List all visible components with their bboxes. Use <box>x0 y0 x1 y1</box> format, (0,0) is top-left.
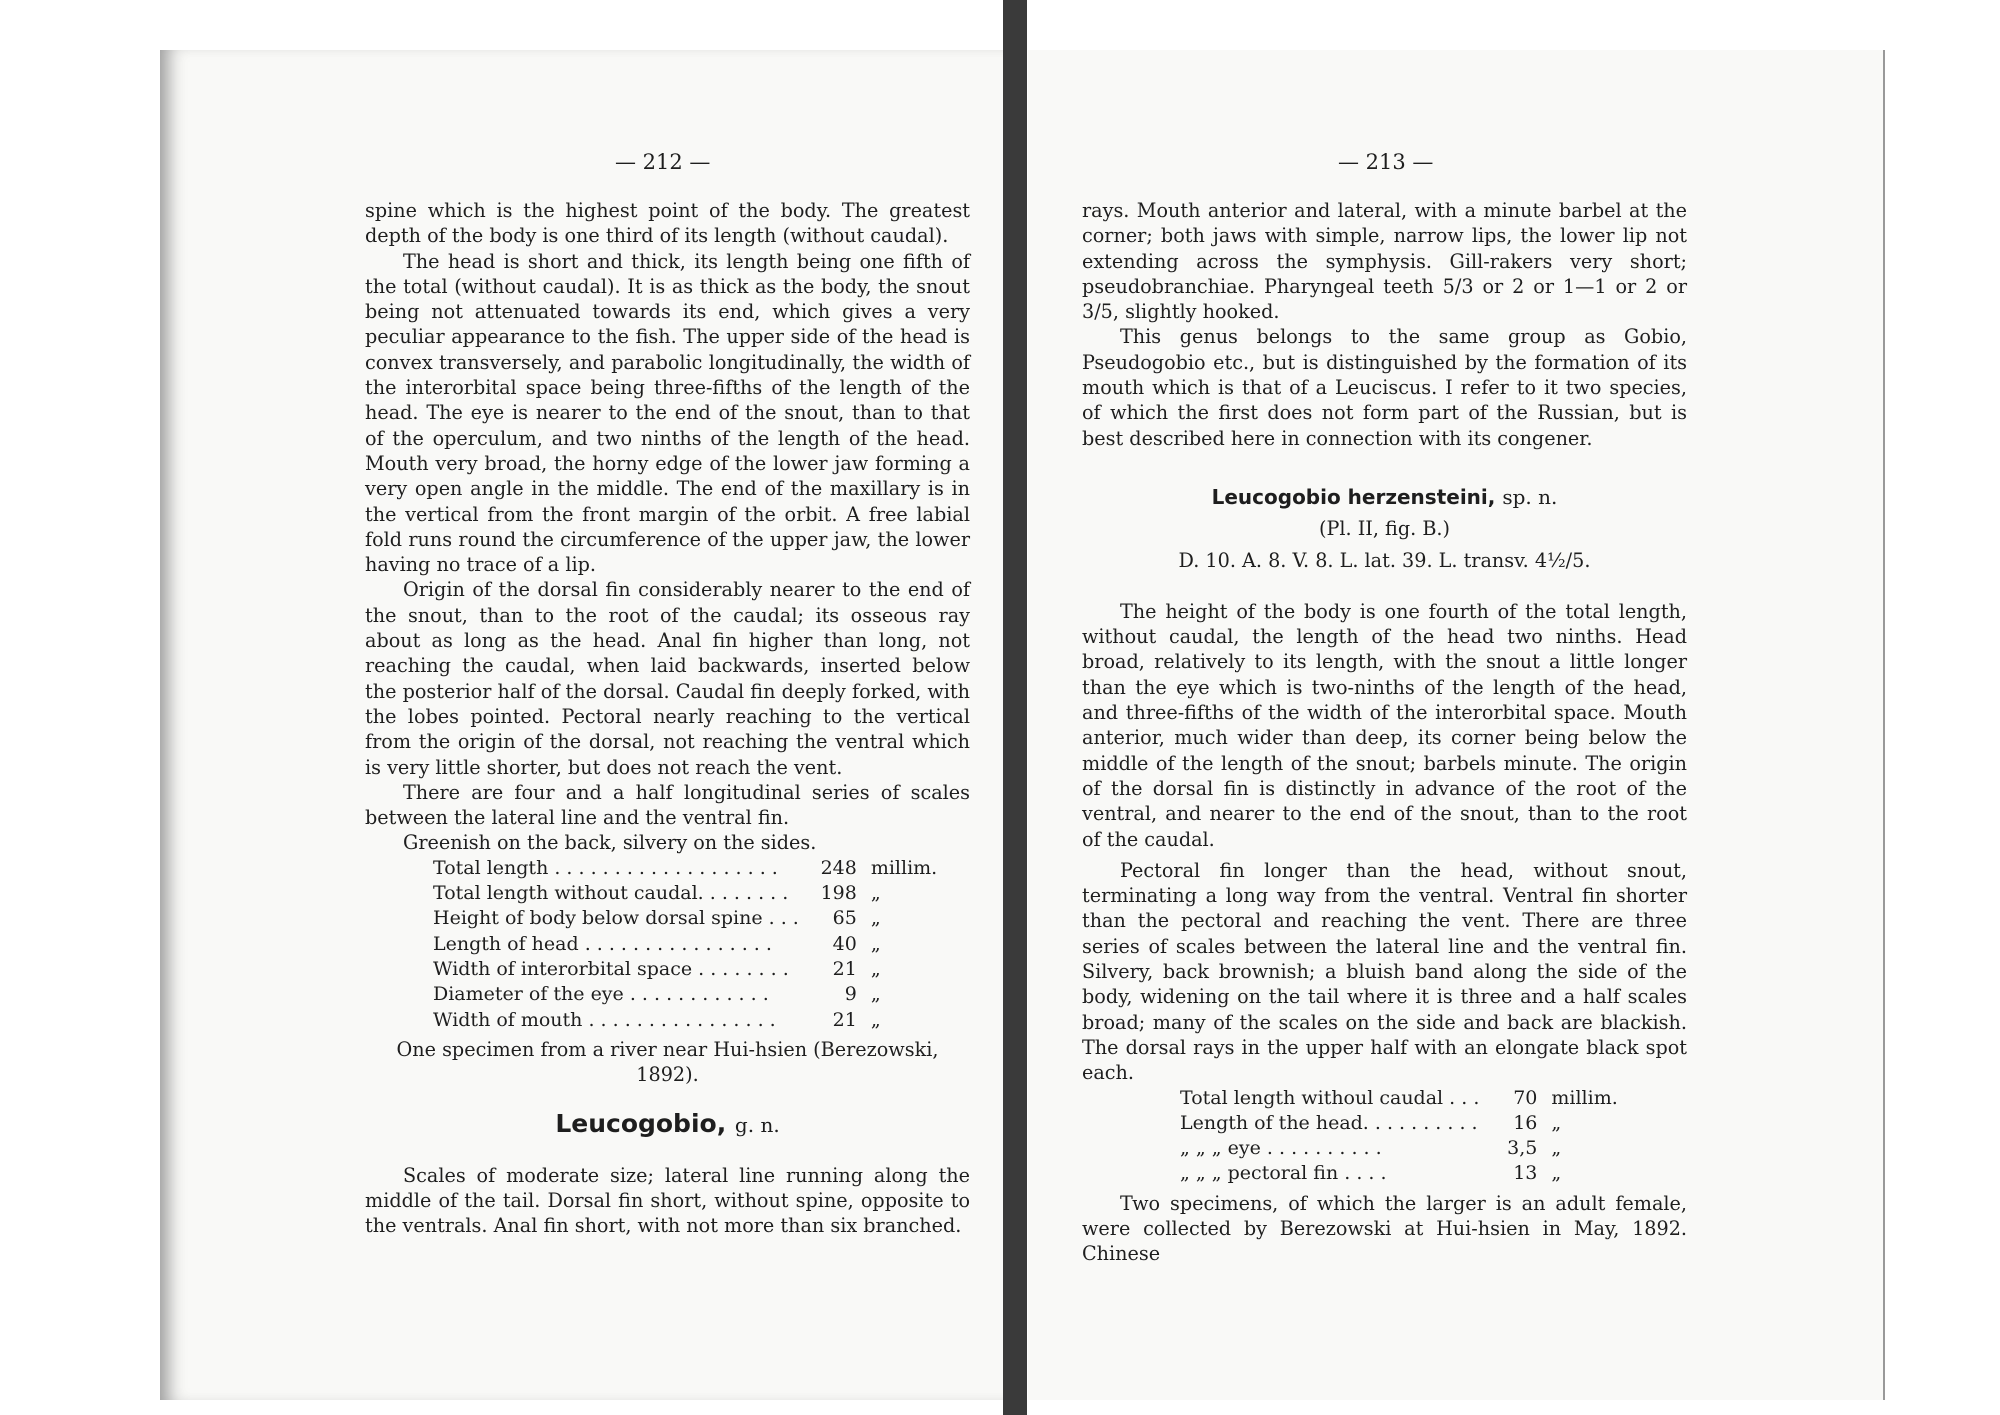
genus-heading <box>365 1111 970 1138</box>
measurement-label: Total length . . . . . . . . . . . . . . . . . . . <box>433 856 778 879</box>
measurement-value: 3,5 <box>1507 1137 1538 1160</box>
genus-name: Leucogobio, <box>555 1109 727 1139</box>
measurement-unit: „ <box>870 983 881 1006</box>
measurement-label: Length of the head. . . . . . . . . . <box>1180 1111 1478 1134</box>
measurement-label: Diameter of the eye . . . . . . . . . . . . <box>433 983 769 1006</box>
plate-reference: (Pl. II, fig. B.) <box>1318 517 1451 541</box>
measurement-value: 13 <box>1513 1162 1538 1185</box>
table-row <box>433 957 937 982</box>
measurement-label: Width of interorbital space . . . . . . . . <box>433 957 789 980</box>
measurement-value: 21 <box>832 1008 857 1031</box>
table-row <box>433 906 937 931</box>
species-name: Leucogobio herzensteini, <box>1211 484 1496 509</box>
measurement-label: Total length withoul caudal . . . <box>1180 1086 1480 1109</box>
table-row <box>433 881 937 906</box>
measurement-label: „ „ „ eye . . . . . . . . . . <box>1180 1137 1382 1160</box>
species-heading <box>1082 485 1687 510</box>
table-row <box>433 982 937 1007</box>
measurement-label: Width of mouth . . . . . . . . . . . . . . . . <box>433 1008 776 1031</box>
table-row <box>1180 1111 1618 1136</box>
specimen-note: One specimen from a river near Hui-hsien (Berezowski, 1892). <box>396 1037 939 1087</box>
fin-formula: D. 10. A. 8. V. 8. L. lat. 39. L. transv. 4½/5. <box>1178 548 1591 572</box>
genus-suffix: g. n. <box>734 1113 780 1138</box>
species-suffix: sp. n. <box>1502 484 1558 509</box>
paragraph: Scales of moderate size; lateral line running along the middle of the tail. Dorsal fin short, without spine, opposite to the ventrals. Anal fin short, with not more than six branched. <box>365 1163 970 1238</box>
paragraph: Greenish on the back, silvery on the sides. <box>403 831 817 855</box>
measurements-table <box>1180 1086 1618 1187</box>
table-row <box>433 932 937 957</box>
left-text-column <box>365 198 970 1239</box>
measurement-value: 40 <box>832 932 857 955</box>
measurement-unit: „ <box>870 907 881 930</box>
measurement-unit: „ <box>870 882 881 905</box>
measurement-unit: „ <box>870 957 881 980</box>
paragraph: Origin of the dorsal fin considerably nearer to the end of the snout, than to the root of the caudal; its osseous ray about as long as the head. Anal fin higher than long, not reaching the caudal, when laid backwards, inserted below the posterior half of the dorsal. Caudal fin deeply forked, with the lobes pointed. Pectoral nearly reaching to the vertical from the origin of the dorsal, not reaching the ventral which is very little shorter, but does not reach the vent. <box>365 578 970 779</box>
measurement-unit: „ <box>870 932 881 955</box>
book-gutter <box>1003 0 1027 1415</box>
page-number: — 212 — <box>615 150 711 174</box>
paragraph: This genus belongs to the same group as Gobio, Pseudogobio etc., but is distinguished by the formation of its mouth which is that of a Leuciscus. I refer to it two species, of which the first does not form part of the Russian, but is best described here in connection with its congener. <box>1082 325 1687 450</box>
measurement-value: 9 <box>844 983 857 1006</box>
paragraph: The head is short and thick, its length being one fifth of the total (without caudal). It is as thick as the body, the snout being not attenuated towards its end, which gives a very peculiar appearance to the fish. The upper side of the head is convex transversely, and parabolic longitudinally, the width of the interorbital space being three-fifths of the length of the head. The eye is nearer to the end of the snout, than to that of the operculum, and two ninths of the length of the head. Mouth very broad, the horny edge of the lower jaw forming a very open angle in the middle. The end of the maxillary is in the vertical from the front margin of the orbit. A free labial fold runs round the circumference of the upper jaw, the lower having no trace of a lip. <box>365 249 970 577</box>
measurement-value: 65 <box>832 907 857 930</box>
paragraph: Two specimens, of which the larger is an adult female, were collected by Berezowski at Hui-hsien in May, 1892. Chinese <box>1082 1191 1687 1266</box>
table-row <box>433 856 937 881</box>
measurement-label: Total length without caudal. . . . . . . . <box>433 882 789 905</box>
measurement-unit: „ <box>1551 1162 1562 1185</box>
measurement-label: Length of head . . . . . . . . . . . . . . . . <box>433 932 772 955</box>
paragraph: rays. Mouth anterior and lateral, with a minute barbel at the corner; both jaws with simple, narrow lips, the lower lip not extending across the symphysis. Gill-rakers very short; pseudobranchiae. Pharyngeal teeth 5/3 or 2 or 1—1 or 2 or 3/5, slightly hooked. <box>1082 199 1687 324</box>
right-text-column <box>1082 198 1687 1267</box>
paragraph: There are four and a half longitudinal series of scales between the lateral line and the ventral fin. <box>365 780 970 830</box>
measurement-value: 16 <box>1513 1111 1538 1134</box>
measurement-value: 70 <box>1513 1086 1538 1109</box>
measurement-value: 21 <box>832 957 857 980</box>
paragraph: The height of the body is one fourth of the total length, without caudal, the length of the head two ninths. Head broad, relatively to its length, with the snout a little longer than the eye which is two-ninths of the length of the head, and three-fifths of the width of the interorbital space. Mouth anterior, much wider than deep, its corner being below the middle of the length of the snout; barbels minute. The origin of the dorsal fin is distinctly in advance of the root of the ventral, and nearer to the end of the snout, than to the root of the caudal. <box>1082 599 1687 851</box>
table-row <box>433 1008 937 1033</box>
measurement-label: „ „ „ pectoral fin . . . . <box>1180 1162 1387 1185</box>
measurement-unit: millim. <box>1551 1086 1618 1109</box>
paragraph: Pectoral fin longer than the head, without snout, terminating a long way from the ventral. Ventral fin shorter than the pectoral and reaching the vent. There are three series of scales between the lateral line and the ventral fin. Silvery, back brownish; a bluish band along the side of the body, widening on the tail where it is three and a half scales broad; many of the scales on the side and back are blackish. The dorsal rays in the upper half with an elongate black spot each. <box>1082 858 1687 1085</box>
table-row <box>1180 1136 1618 1161</box>
page-number: — 213 — <box>1338 150 1434 174</box>
table-row <box>1180 1161 1618 1186</box>
paragraph: spine which is the highest point of the body. The greatest depth of the body is one third of its length (without caudal). <box>365 199 970 248</box>
table-row <box>1180 1086 1618 1111</box>
measurement-unit: millim. <box>870 856 938 879</box>
measurements-table <box>433 856 937 1033</box>
measurement-unit: „ <box>1551 1137 1562 1160</box>
measurement-unit: „ <box>870 1008 881 1031</box>
measurement-unit: „ <box>1551 1111 1562 1134</box>
measurement-value: 198 <box>820 882 857 905</box>
measurement-label: Height of body below dorsal spine . . . <box>433 907 799 930</box>
measurement-value: 248 <box>820 856 857 879</box>
